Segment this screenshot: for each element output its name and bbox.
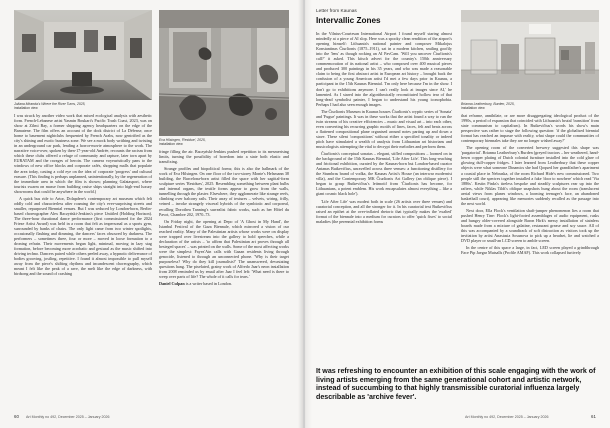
author-bio: is a writer based in London. [184, 281, 232, 287]
page-number: 60 [14, 414, 19, 419]
gallery-room-illustration [14, 10, 152, 100]
paragraph: On Friday night, the opening at Depo of 'A Ghost in My Hand', the Istanbul Festival of the Gaza Biennale, which mirrored a vision of our reached reality. Many of the Palestinian artists whose works were on display were trapped over livestream into the gallery to hold speeches, while a declaration of the artists – 'to affirm that Palestinian art proves through all besieged spaces' – was printed on the walls. Some of the most affecting works were the simplest: Fayez'Ain calls with Gazan residents living through genocide, listened to through an unconnected phone. 'Why is their target purposeless? Why do they kill journalists?' The unanswered, devastating questions hang. The pixelated, grainy work of Alfredo Jaar's neon installation from 2008 reminded us by email after Jaar I feel left: 'What need is there to weep over parts of life? The whole of it calls for tears.' [159, 218, 289, 280]
left-page [0, 0, 303, 428]
sculpture-room-illustration [159, 10, 289, 136]
section-kicker: Letter from Kaunas [316, 9, 357, 14]
page-gutter [298, 0, 312, 428]
caption-title: Juliana Miranda's Where the River Turns, 2025, [14, 102, 86, 106]
image-caption [14, 102, 152, 110]
image-caption [159, 138, 289, 146]
paragraph: A quick bus ride to Artor, Dolapdere's contemporary art museum which felt oddly cold and characterless after roaming the city's ever-surprising streets and smaller, repurposed Biennial venues. But I was seduced by London-born, Berlin-based choreographer Alex Baczyński-Jenkins's piece Untitled (Holding Horizon). The three-hour durational dance performance (first commissioned for the 2024 Frieze Artist Award) was held in a room that felt as impersonal as a sports gym, surrounded by banks of chairs. The only light came from two winter spotlights, occasionally flashing and dimming, the dancers' faces obscured by darkness. The performers – sometimes three, four or more – moved in loose formation to a droning refrain. Their movements began light, minimal, moving in lazy stag formation, before becoming more acrobatic and gestural as the music shifted into driving techno. Dancers paired while others peeled away, a hypnotic deliverance of bodies grooving, jostling, repetitive. I found it almost impossible to pull myself away from the piece's shifting rhythms and incandescent choreography, which meant I felt like the peak of a rave, the melt like the edge of darkness, with birdsong and the sound of crashing [14, 195, 152, 277]
paragraph: In the Vilnius-Courtesan International Airport I found myself staring almost mindedly at a piece of AI slop. Here was a spooky clean rendition of the airport's opening himself: Lithuania's national painter and composer Mikalojus Konstantinas Čiurlionis (1875–1911), sat in a modern kitchen, smiling goofily into the 'lens' as though rocking an AI PavCam. 'Will you uncover Čiurlionis's call?' it asked. This kitsch advert for the country's 150th anniversary commemoration of its national artist – who composed over 400 musical pieces and produced 300 paintings in his 35 years, and who was made a reasonable claim to being the first abstract artist in European art history – brought back the confusion of a young American artist I'd met a few days prior in Kaunas, a participant in the 15th Kaunas Biennial. 'I'm only here because I'm in the show. I don't go to exhibitions anymore. I can't really look at images since AI,' he lamented. As I stared into the algorithmically reconstituted hollow tear of that long-dead symbolist painter, I began to understand his young iconophobia. Perhaps I had also seen enough images. [316, 31, 452, 107]
folio: Art Monthly no 492, December 2025 – January 2026 [26, 414, 110, 419]
caption-title: Brianna Leatherbury, Burden, 2025, [461, 102, 515, 106]
installation-photo-burden [461, 10, 599, 100]
paragraph: The opening room of the converted brewery suggested this shape was 'purgatorial'. Brianna Leatherbury's Burden (greyed tractors – her weathered, hand-hewn copper plating of Dutch colonial furniture installed into the cold glare of glowing dull-copper fridges. I later learned from Leatherbury that these copper objects were what someone Dinamics she had Qoqued her grandfather's apartment a coastal place in Nebraska, of the room Richard Hide's new commissioned. Two people still the spectres together installed a fake 'door to nowhere' which read 'Via 1886s'. Kestin Pinks's tireless bespoke and steadily sculptures rear up into the rafters, while Niklas Tildt's oblique snapshots hung about the room (translucent aerial views from planes windows, a looming teenager's face, an abandoned basketball court), appearing like memories suddenly recalled as the passage into the next world. [461, 145, 599, 206]
paragraph: I was struck by another video work that mixed ecological analysis with aesthetic form. French-Lebanese artist Yasmin Boukari's Pacific Trash Coast, 2023, was on show at Zilmi Bay, a former shipping agency headquarters on the edge of the Bamatene. The film offers an account of the dock district of La Défense, once home to basement nightclubs frequented by French Arabs, now gentrified as the city's shining and exotic business zone. We see a mock body writhing and twisting in an underground car park, lending a horror-movie atmosphere to the work. The narrative voice-over, spoken by then-17-year-old Andrée, recounts the racism from which these clubs offered a refuge of community and rapture, later torn apart by EURATAM and the ravages of heroin. The camera voyeuristically pans to the windows of new office blocks and corporate cafés, shopping malls that populate the area today, casting a cold eye on the idea of corporate 'progress' and cultural erasure. (This finding is perhaps unplanned, unintentionally, by the regeneration of the immediate area in which the film is shown; planning Galatasport, where tourists swarm on masse from building cruise ships straight into high-end luxury showrooms that could be anywhere in the world.) [14, 113, 152, 194]
author-name: Daniel Culpan [159, 281, 185, 287]
paragraph: that reframe, annihilate, or are more disaggregating ideological product of the 1990s, a period of expansion that coincided with Lithuania's brutal 'transition' from state communism to capitalism). In Butkevičius's words his show's main perspective was rather to stage the following question: 'if the globalised biennial format has reached an impasse with reality, what shape could the communities of contemporary biennales take they are no longer wished away?' [461, 113, 599, 144]
paragraph: 'Life After Life' was modest both in scale (26 artists over three venues) and curatorial conception, and all the stronger for it. In his curatorial text Butkevičius raised an epithet at the over-inflated rhetoric that typically makes the 'exalted' format of the biennale into a medium for curators to offer 'quick fixes' to social maladies (the perennial exhibition forms [316, 198, 452, 224]
installation-photo-river [14, 10, 152, 100]
paragraph: fringe filling the air. Baczyński-Jenkins pushed repetition to its mesmerising limits, turning the possibility of boredom into a state both elastic and transfixing. [159, 149, 289, 165]
article-column-1 [316, 31, 452, 363]
page-number: 61 [591, 414, 596, 419]
folio: Art Monthly no 492, December 2025 – January 2026 [465, 414, 549, 419]
byline [159, 281, 289, 286]
article-headline: Intervallic Zones [316, 16, 381, 25]
image-caption [461, 102, 599, 110]
installation-photo-residue [159, 10, 289, 136]
caption-sub: installation view [461, 106, 485, 110]
paragraph: In the centre of this space a large, in fact, LED screen played a grindthrough Face Pip Jaegar Mutsalls (Profile AMAF). This work collapsed furtively [461, 245, 599, 256]
article-column-2 [461, 113, 599, 363]
article-column-2 [159, 149, 289, 419]
caption-sub: installation view [14, 106, 38, 110]
paragraph: Čiurlionis's conceptual sonatas – elegant, stifled compositions – loomed on in the background of the 15th Kaunas Biennial, 'Life After Life'. This long-reaching and frictional exhibition, curated by the Kaunas-born but London-based curator Antanas Butkevičius, unravelled across three venues: a functioning distillery for the Stumbras brand of vodka, the Kaunas Artist's House (an interwar modernist villa), and the Contemporary MK Čiurlionis Art Gallery (an oblique piece). I began to grasp Butkevičius's leitmotif from 'Čiurlionis has become, for Lithuanians, a potent emblem. His work encapsulates almost everything – like a giant cosmic black hole'). [316, 151, 452, 197]
paragraph: Strange profiles and biopolitical forms; this is also the hallmark of the work of Eva Hilsingen. On one floor of the two-storey Monte's Helsmann 38 building, the Barcelona-born artist filled the space with her sagittal-form sculpture series 'Residues', 2025. Resembling something between plant bulbs and internal organs, the textile forms appear to grow from the walls, tunnelling through the plaster. Elsewhere, they agglomerate like strange reefs, climbing over balcony rails. Their array of textures – velvets, wiring, frilly, veined – invoke strangely visceral hybrids of the symbiotic and corporeal, recalling Dorothea Tanning's surrealist fabric works, such as her Hôtel du Pavot, Chambre 202, 1970–73. [159, 166, 289, 217]
paragraph: Next door, Ella Flock's ventilation shaft-jumper phenomenon lies a room that pushed Henry Tine: Flock's light-footed assemblages of audio equipment, rusks and hungry older-covered alongside Baron Hirk's messy installation of stainless boards made from a mixture of galatine, restaurant grease and soy sauce. All of this was accompanied by a soundtrack of soft distraction as visitors took up the invitation by artist Anastasia Sosunova to pick up a headset, lie and watched a DVD player or small-an LCD screen to amble screen. [461, 207, 599, 244]
pull-quote: It was refreshing to encounter an exhibition of this scale engaging with the work of living artists emerging from the same generational cohort and artistic network, instead of succumbing to that highly transmissible curatorial influenza largely describable as 'archive fever'. [316, 367, 596, 401]
brewery-room-illustration [461, 10, 599, 100]
right-page [305, 0, 610, 428]
caption-sub: installation view [159, 142, 183, 146]
article-column-1 [14, 113, 152, 405]
paragraph: The Čiurlionis Museum in Kaunas houses Čiurlionis's cryptic series of 'Sonata' and 'Fugue' paintings. It was in these works that the artist found a way to run the twin streams of his creative efficiencies – music and visual art – into each other, even converting his recurring graphic motifs of lines, faces, felt and beats across a flattened compositional plane organised around notes parting up and down a stave. These silent 'compositions' without either a specified tonality or indeed pitch have stimulated a wealth of analysis from Lithuanian art historians and musicologists attempting the vital to decrypt their melodies and perform them. [316, 108, 452, 150]
caption-title: Eva Hilsingen, 'Residue', 2025, [159, 138, 206, 142]
